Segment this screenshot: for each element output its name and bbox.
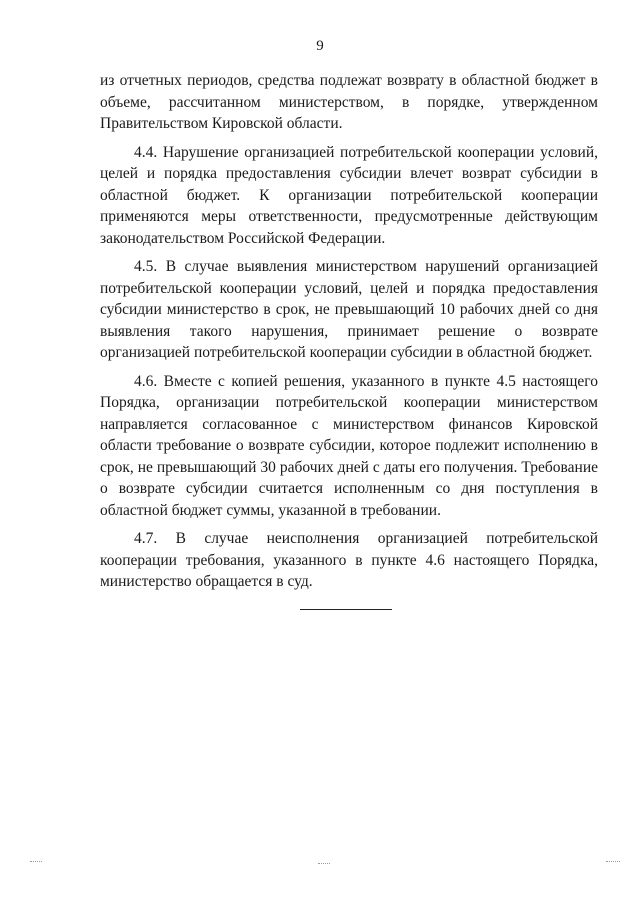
paragraph-4-7: 4.7. В случае неисполнения организацией потребительской кооперации требования, указанного в пункте 4.6 настоящего Порядка, министерство обращается в суд. — [100, 530, 598, 590]
paragraph-4-5: 4.5. В случае выявления министерством нарушений организацией потребительской кооперации условий, целей и порядка предоставления субсидии министерство в срок, не превышающий 10 рабочих дней со дня выявления такого нарушения, принимает решение о возврате организацией потребительской кооперации субсидии в областной бюджет. — [100, 258, 598, 361]
paragraph-continuation: из отчетных периодов, средства подлежат возврату в областной бюджет в объеме, рассчитанном министерством, в порядке, утвержденном Правительством Кировской области. — [100, 72, 598, 132]
scan-artifact — [318, 863, 330, 865]
end-of-document-rule — [300, 609, 392, 610]
paragraph-4-4: 4.4. Нарушение организацией потребительской кооперации условий, целей и порядка предоставления субсидии влечет возврат субсидии в областной бюджет. К организации потребительской кооперации применяются меры ответственности, предусмотренные действующим законодательством Российской Федерации. — [100, 143, 598, 247]
scan-artifact — [606, 861, 620, 863]
document-body — [100, 70, 598, 600]
scan-artifact — [30, 861, 42, 863]
paragraph-4-6: 4.6. Вместе с копией решения, указанного в пункте 4.5 настоящего Порядка, организации потребительской кооперации министерством направляется согласованное с министерством финансов Кировской области требование о возврате субсидии, которое подлежит исполнению в срок, не превышающий 30 рабочих дней с даты его получения. Требование о возврате субсидии считается исполненным со дня поступления в областной бюджет суммы, указанной в требовании. — [100, 372, 598, 519]
page-number: 9 — [316, 38, 324, 54]
